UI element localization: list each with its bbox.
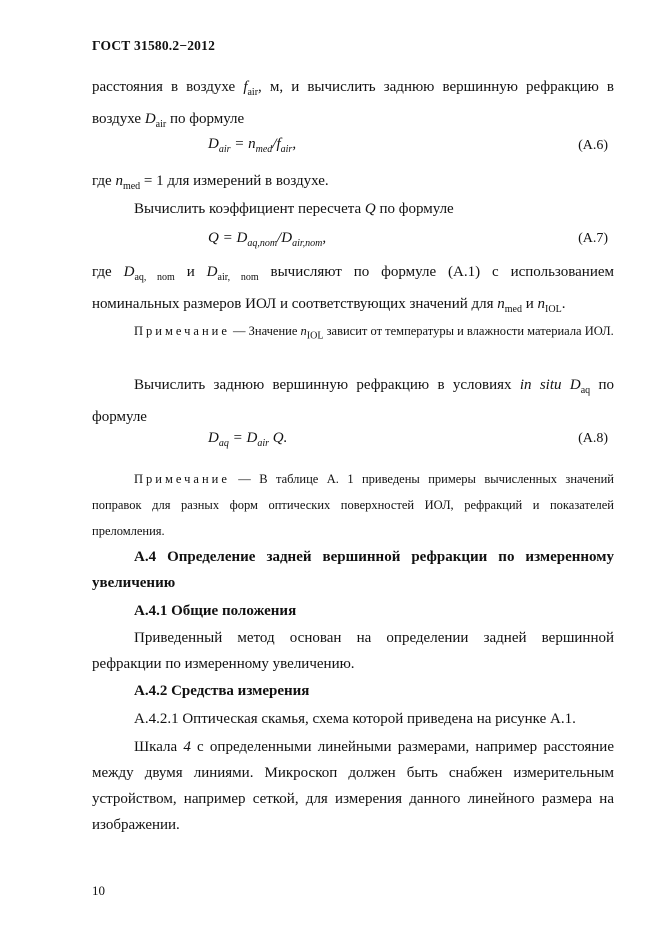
var: D [246, 430, 258, 446]
text: Вычислить заднюю вершинную рефракцию в условиях [134, 377, 520, 393]
text: зависит от температуры и влажности материала ИОЛ. [323, 324, 614, 338]
term: in situ [519, 377, 562, 393]
page-number: 10 [92, 883, 105, 898]
paragraph-method: Приведенный метод основан на определении задней вершинной рефракции по измеренному увеличению. [92, 630, 614, 672]
text: расстояния в воздухе [92, 79, 244, 95]
paragraph-in-situ [92, 372, 614, 430]
var: D [236, 230, 248, 246]
sub: air [257, 438, 269, 449]
text: где [92, 173, 116, 189]
op: / [277, 230, 282, 246]
paragraph-distance [92, 74, 614, 138]
note-label: Примечание [134, 472, 230, 486]
text: с определенными линейными размерами, например расстояние между двумя линиями. Микроскоп должен быть снабжен измерительным устройством, например сеткой, для измерения данного линейного размера на изображении. [92, 739, 614, 833]
note-2 [92, 466, 614, 544]
var: Q [364, 201, 376, 217]
var: D [144, 111, 156, 127]
paragraph-calc-q [92, 196, 614, 222]
section-heading-a41: А.4.1 Общие положения [134, 603, 297, 619]
var: Q [208, 230, 219, 246]
eq: = [218, 230, 237, 246]
text: где [92, 264, 124, 280]
formula-number-a7: (A.7) [578, 231, 608, 246]
sub: air [218, 144, 231, 155]
formula-a6 [208, 136, 296, 155]
punct: . [283, 430, 288, 446]
item-number: 4 [183, 739, 191, 755]
section-heading-a4: А.4 Определение задней вершинной рефракции по измеренному увеличению [92, 549, 614, 591]
sub: med [255, 144, 273, 155]
note-label: Примечание [134, 324, 230, 338]
punct: , [322, 230, 327, 246]
formula-a8 [208, 430, 287, 449]
sub: aq [580, 385, 591, 396]
document-header: ГОСТ 31580.2−2012 [92, 38, 216, 53]
text: Вычислить коэффициент пересчета [134, 201, 365, 217]
var: n [537, 296, 546, 312]
formula-number-a6: (A.6) [578, 138, 608, 153]
text: и [174, 264, 207, 280]
var: n [300, 324, 307, 338]
text: по формуле [92, 377, 614, 425]
var: D [281, 230, 293, 246]
eq: = [228, 430, 247, 446]
var: D [123, 264, 135, 280]
paragraph-where-d [92, 259, 614, 323]
text: по формуле [375, 201, 454, 217]
var: D [208, 136, 219, 152]
sub: med [504, 304, 522, 315]
op: / [272, 136, 277, 152]
paragraph-a421: А.4.2.1 Оптическая скамья, схема которой приведена на рисунке А.1. [134, 711, 576, 727]
text: = 1 для измерений в воздухе. [140, 173, 329, 189]
sub: air,nom [292, 238, 323, 249]
formula-number-a8: (A.8) [578, 431, 608, 446]
text: и [521, 296, 538, 312]
var: n [497, 296, 505, 312]
sub: air, nom [217, 272, 259, 283]
var: n [115, 173, 123, 189]
sub: air [280, 144, 293, 155]
punct: , [292, 136, 297, 152]
sub: air [155, 119, 167, 130]
var: D [208, 430, 219, 446]
sub: aq,nom [247, 238, 278, 249]
text: по формуле [166, 111, 245, 127]
sub: aq [218, 438, 229, 449]
eq: = [230, 136, 249, 152]
var: f [276, 136, 281, 152]
sub: med [122, 181, 141, 192]
sub: IOL [306, 330, 324, 342]
var: D [569, 377, 581, 393]
text: — В таблице А. 1 приведены примеры вычисленных значений поправок для разных форм оптических поверхностей ИОЛ, рефракций и показателей преломления. [92, 472, 614, 538]
sub: aq, nom [134, 272, 175, 283]
text: , м, и вычислить заднюю вершинную рефракцию в воздухе [92, 79, 614, 127]
note-1 [92, 318, 614, 350]
formula-a7 [208, 230, 326, 249]
text: вычисляют по формуле (А.1) с использованием номинальных размеров ИОЛ и соответствующих значений для [92, 264, 614, 312]
sub: air [247, 87, 259, 98]
var: D [206, 264, 218, 280]
text [562, 377, 570, 393]
text: . [561, 296, 566, 312]
text: — Значение [229, 324, 301, 338]
paragraph-scale [92, 734, 614, 838]
sub: IOL [545, 304, 562, 315]
var: f [243, 79, 248, 95]
var: Q [268, 430, 284, 446]
var: n [248, 136, 256, 152]
text: Шкала [134, 739, 184, 755]
section-heading-a42: А.4.2 Средства измерения [134, 683, 310, 699]
